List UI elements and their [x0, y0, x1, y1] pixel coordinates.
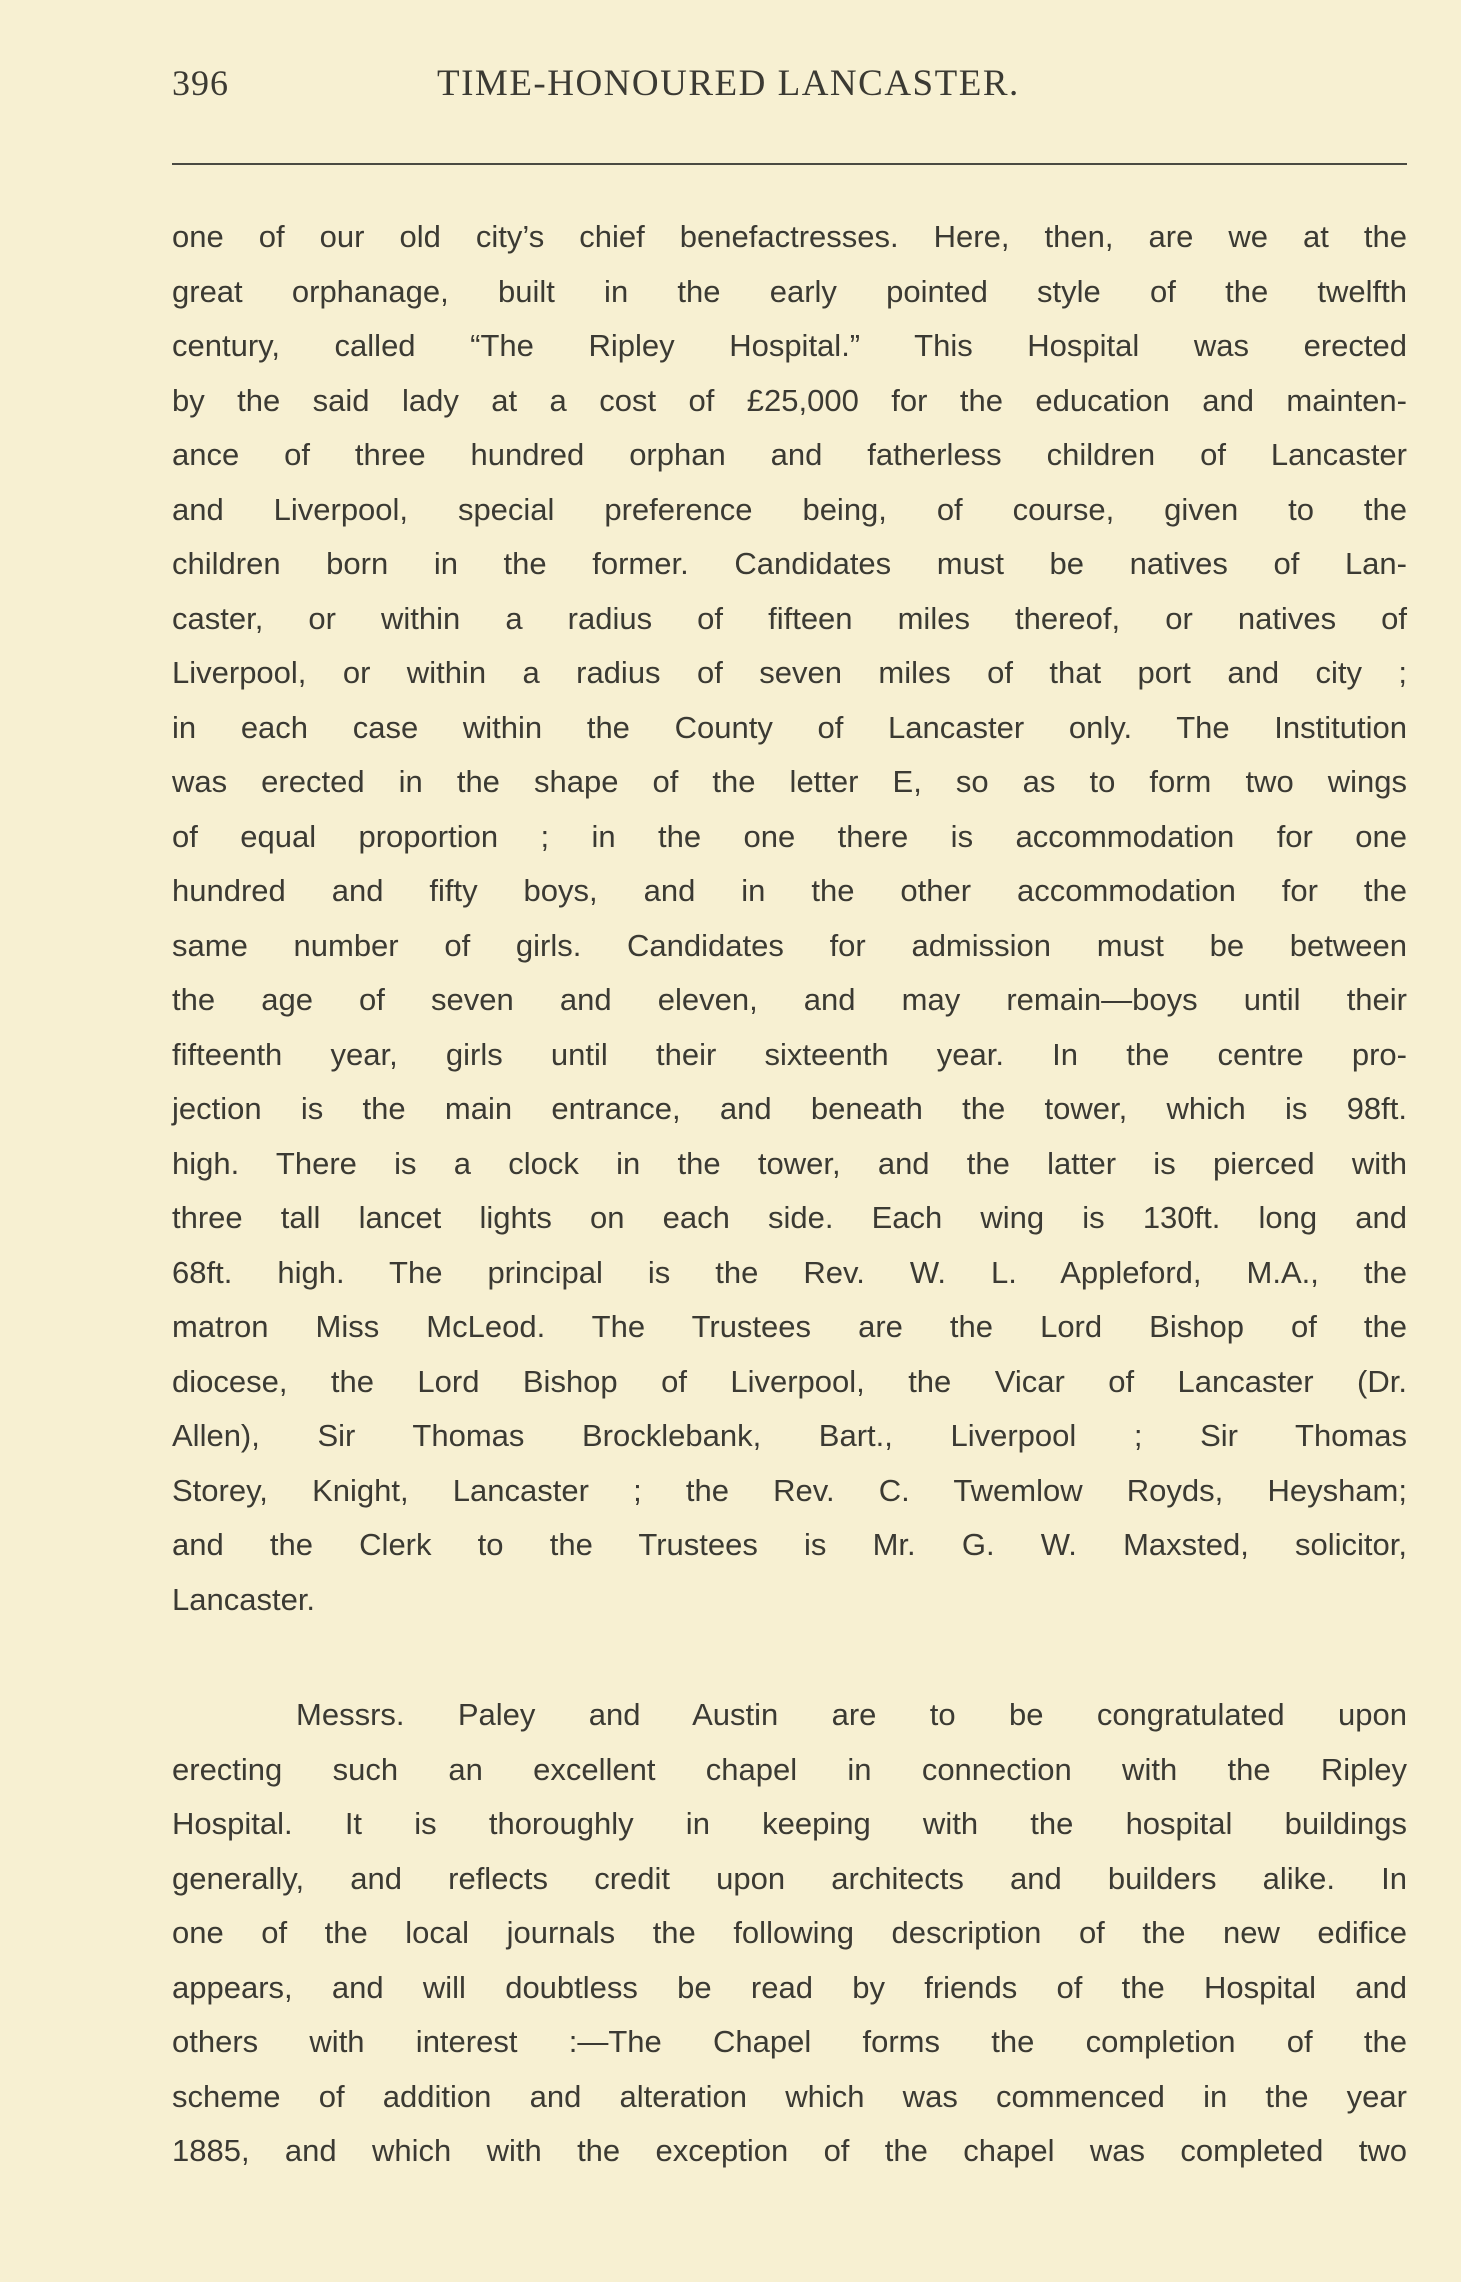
text-line: century, called “The Ripley Hospital.” This Hospital was erected — [172, 328, 1407, 363]
text-line: Allen), Sir Thomas Brocklebank, Bart., Liverpool ; Sir Thomas — [172, 1418, 1407, 1453]
running-header — [172, 62, 1407, 112]
text-line: three tall lancet lights on each side. Each wing is 130ft. long and — [172, 1200, 1407, 1235]
text-line: the age of seven and eleven, and may remain—boys until their — [172, 982, 1407, 1017]
text-line: by the said lady at a cost of £25,000 for the education and mainten- — [172, 382, 1407, 418]
text-line: ance of three hundred orphan and fatherless children of Lancaster — [172, 437, 1407, 472]
text-line: others with interest :—The Chapel forms the completion of the — [172, 2024, 1407, 2059]
text-line: of equal proportion ; in the one there is accommodation for one — [172, 818, 1407, 854]
text-line: Lancaster. — [172, 1581, 316, 1617]
text-line: fifteenth year, girls until their sixteenth year. In the centre pro- — [172, 1036, 1407, 1072]
text-line: was erected in the shape of the letter E, so as to form two wings — [172, 764, 1407, 799]
text-line: one of the local journals the following description of the new edifice — [172, 1915, 1407, 1950]
text-line: one of our old city’s chief benefactresses. Here, then, are we at the — [172, 219, 1407, 254]
text-line: in each case within the County of Lancaster only. The Institution — [172, 709, 1407, 745]
paragraph-2 — [172, 1688, 1407, 2179]
text-line: 1885, and which with the exception of the chapel was completed two — [172, 2133, 1407, 2168]
text-line: great orphanage, built in the early pointed style of the twelfth — [172, 273, 1407, 309]
text-line: Messrs. Paley and Austin are to be congratulated upon — [296, 1697, 1407, 1732]
running-title: TIME-HONOURED LANCASTER. — [437, 63, 1020, 104]
text-line: and Liverpool, special preference being, of course, given to the — [172, 491, 1407, 527]
text-line: Storey, Knight, Lancaster ; the Rev. C. Twemlow Royds, Heysham; — [172, 1472, 1407, 1508]
header-rule — [172, 163, 1407, 165]
text-line: and the Clerk to the Trustees is Mr. G. W. Maxsted, solicitor, — [172, 1527, 1407, 1562]
text-line: hundred and fifty boys, and in the other accommodation for the — [172, 873, 1407, 908]
text-line: Liverpool, or within a radius of seven miles of that port and city ; — [172, 655, 1407, 690]
text-line: 68ft. high. The principal is the Rev. W. L. Appleford, M.A., the — [172, 1254, 1407, 1290]
text-line: scheme of addition and alteration which was commenced in the year — [172, 2078, 1407, 2114]
page-number: 396 — [172, 63, 229, 103]
text-line: children born in the former. Candidates must be natives of Lan- — [172, 546, 1407, 581]
text-line: matron Miss McLeod. The Trustees are the Lord Bishop of the — [172, 1309, 1407, 1344]
text-line: generally, and reflects credit upon architects and builders alike. In — [172, 1860, 1407, 1896]
text-line: erecting such an excellent chapel in connection with the Ripley — [172, 1751, 1407, 1787]
text-line: jection is the main entrance, and beneath the tower, which is 98ft. — [172, 1091, 1407, 1126]
text-line: high. There is a clock in the tower, and the latter is pierced with — [172, 1145, 1407, 1181]
text-line: caster, or within a radius of fifteen miles thereof, or natives of — [172, 600, 1407, 636]
text-line: Hospital. It is thoroughly in keeping with the hospital buildings — [172, 1806, 1407, 1841]
paragraph-1 — [172, 210, 1407, 1627]
text-line: same number of girls. Candidates for admission must be between — [172, 927, 1407, 963]
text-line: appears, and will doubtless be read by friends of the Hospital and — [172, 1969, 1407, 2005]
text-line: diocese, the Lord Bishop of Liverpool, the Vicar of Lancaster (Dr. — [172, 1363, 1407, 1399]
